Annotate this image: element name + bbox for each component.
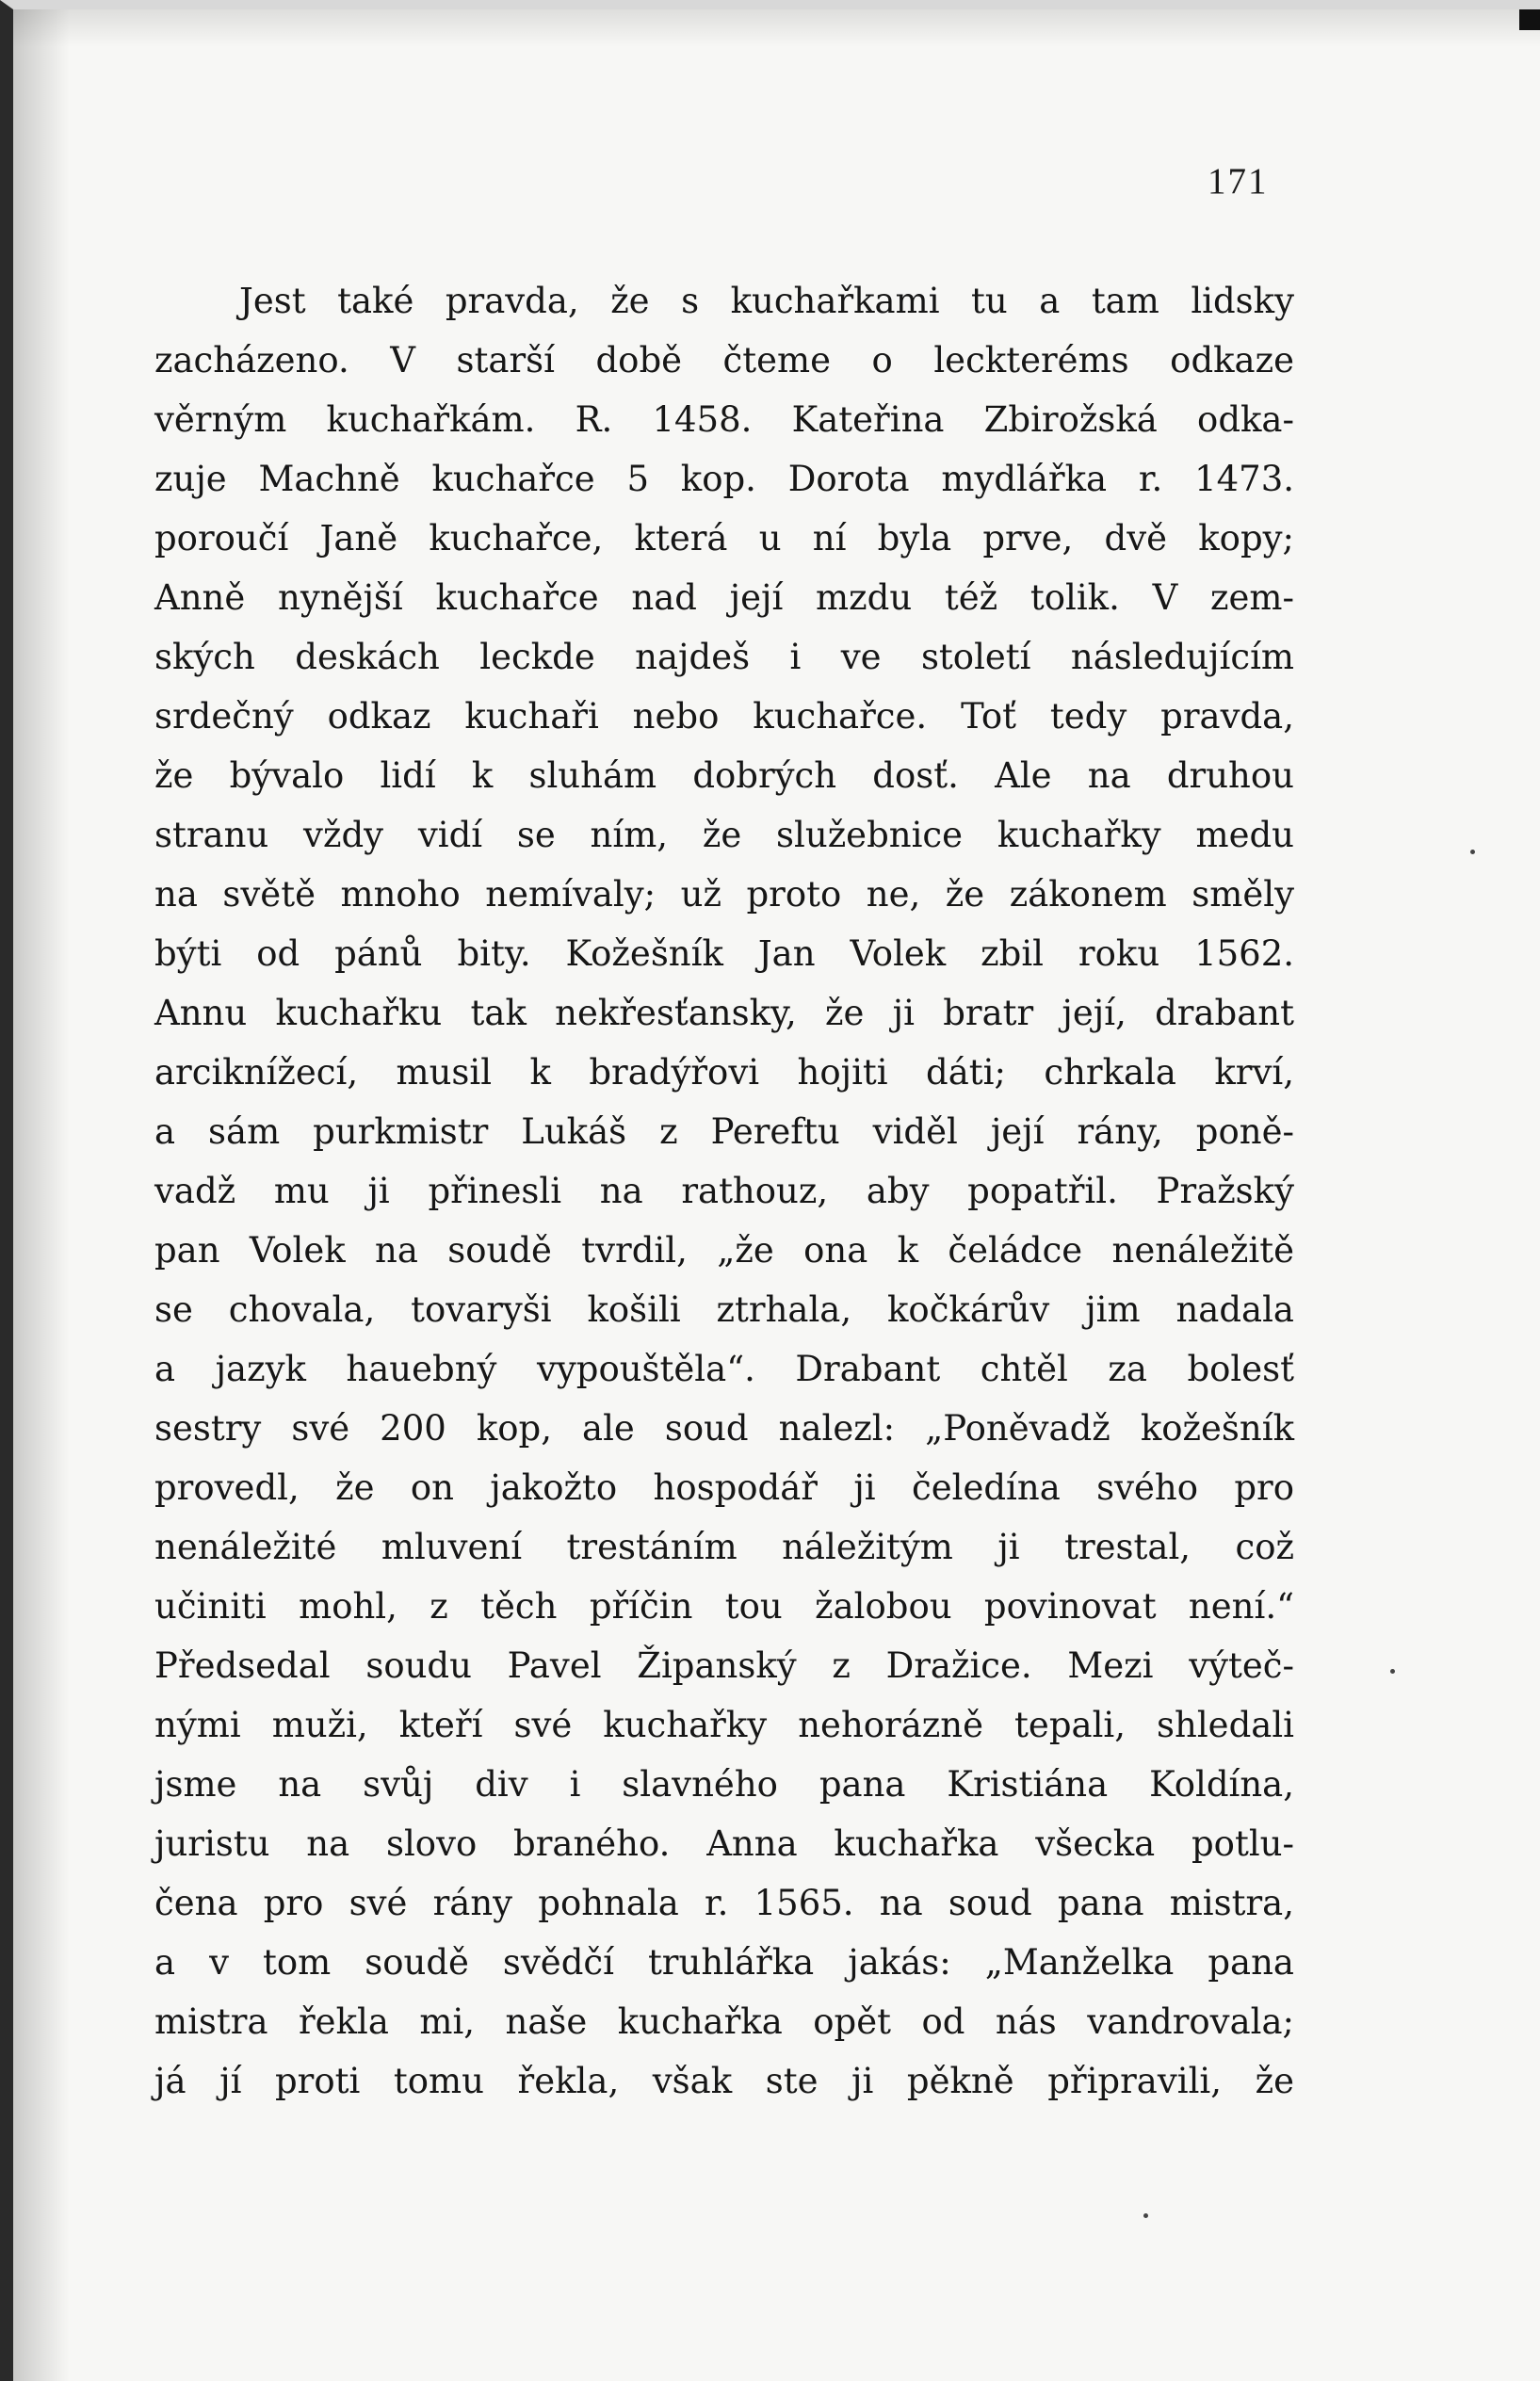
text-line: na světě mnoho nemívaly; už proto ne, že zákonem směly — [154, 874, 1294, 915]
text-line: učiniti mohl, z těch příčin tou žalobou povinovat není.“ — [154, 1586, 1294, 1627]
text-line: Jest také pravda, že s kuchařkami tu a tam lidsky — [239, 281, 1294, 321]
text-line: arciknížecí, musil k bradýřovi hojiti dáti; chrkala krví, — [154, 1052, 1294, 1093]
text-line: a sám purkmistr Lukáš z Pereftu viděl její rány, poně- — [154, 1111, 1294, 1152]
binding-edge-shadow — [13, 9, 70, 2381]
body-text — [154, 271, 1294, 2111]
text-line: čena pro své rány pohnala r. 1565. na soud pana mistra, — [154, 1883, 1294, 1923]
text-line: a jazyk hauebný vypouštěla“. Drabant chtěl za bolesť — [154, 1349, 1294, 1389]
text-line: sestry své 200 kop, ale soud nalezl: „Poněvadž kožešník — [154, 1408, 1294, 1449]
text-line: pan Volek na soudě tvrdil, „že ona k čeládce nenáležitě — [154, 1230, 1294, 1271]
scan-corner-mark — [1519, 9, 1540, 30]
scan-speck — [1143, 2213, 1148, 2218]
text-line: býti od pánů bity. Kožešník Jan Volek zbil roku 1562. — [154, 933, 1294, 974]
text-line: zuje Machně kuchařce 5 kop. Dorota mydlářka r. 1473. — [154, 459, 1294, 499]
text-line: že bývalo lidí k sluhám dobrých dosť. Ale na druhou — [154, 755, 1294, 796]
text-line: srdečný odkaz kuchaři nebo kuchařce. Toť tedy pravda, — [154, 696, 1294, 737]
text-line: vadž mu ji přinesli na rathouz, aby popatřil. Pražský — [154, 1171, 1294, 1211]
text-line: zacházeno. V starší době čteme o leckteréms odkaze — [154, 340, 1294, 381]
text-line: já jí proti tomu řekla, však ste ji pěkně připravili, že — [154, 2061, 1294, 2101]
page-number: 171 — [1208, 161, 1269, 202]
text-line: mistra řekla mi, naše kuchařka opět od nás vandrovala; — [154, 2001, 1294, 2042]
top-edge-shadow — [13, 9, 1540, 47]
text-line: a v tom soudě svědčí truhlářka jakás: „Manželka pana — [154, 1942, 1294, 1983]
text-line: se chovala, tovaryši košili ztrhala, kočkárův jim nadala — [154, 1289, 1294, 1330]
text-line: nými muži, kteří své kuchařky nehorázně tepali, shledali — [154, 1705, 1294, 1745]
scan-speck — [1390, 1669, 1395, 1674]
text-line: ských deskách leckde najdeš i ve století následujícím — [154, 637, 1294, 677]
text-line: Annu kuchařku tak nekřesťansky, že ji bratr její, drabant — [154, 993, 1294, 1033]
text-line: Anně nynější kuchařce nad její mzdu též tolik. V zem- — [154, 577, 1294, 618]
scan-speck — [1470, 850, 1475, 854]
text-line: věrným kuchařkám. R. 1458. Kateřina Zbirožská odka- — [154, 399, 1294, 440]
text-line: Předsedal soudu Pavel Žipanský z Dražice. Mezi výteč- — [154, 1645, 1294, 1686]
text-line: jsme na svůj div i slavného pana Kristiána Koldína, — [154, 1764, 1294, 1805]
text-line: poroučí Janě kuchařce, která u ní byla prve, dvě kopy; — [154, 518, 1294, 559]
text-line: stranu vždy vidí se ním, že služebnice kuchařky medu — [154, 815, 1294, 855]
text-line: provedl, že on jakožto hospodář ji čeledína svého pro — [154, 1467, 1294, 1508]
text-line: juristu na slovo braného. Anna kuchařka všecka potlu- — [154, 1823, 1294, 1864]
text-line: nenáležité mluvení trestáním náležitým ji trestal, což — [154, 1527, 1294, 1567]
